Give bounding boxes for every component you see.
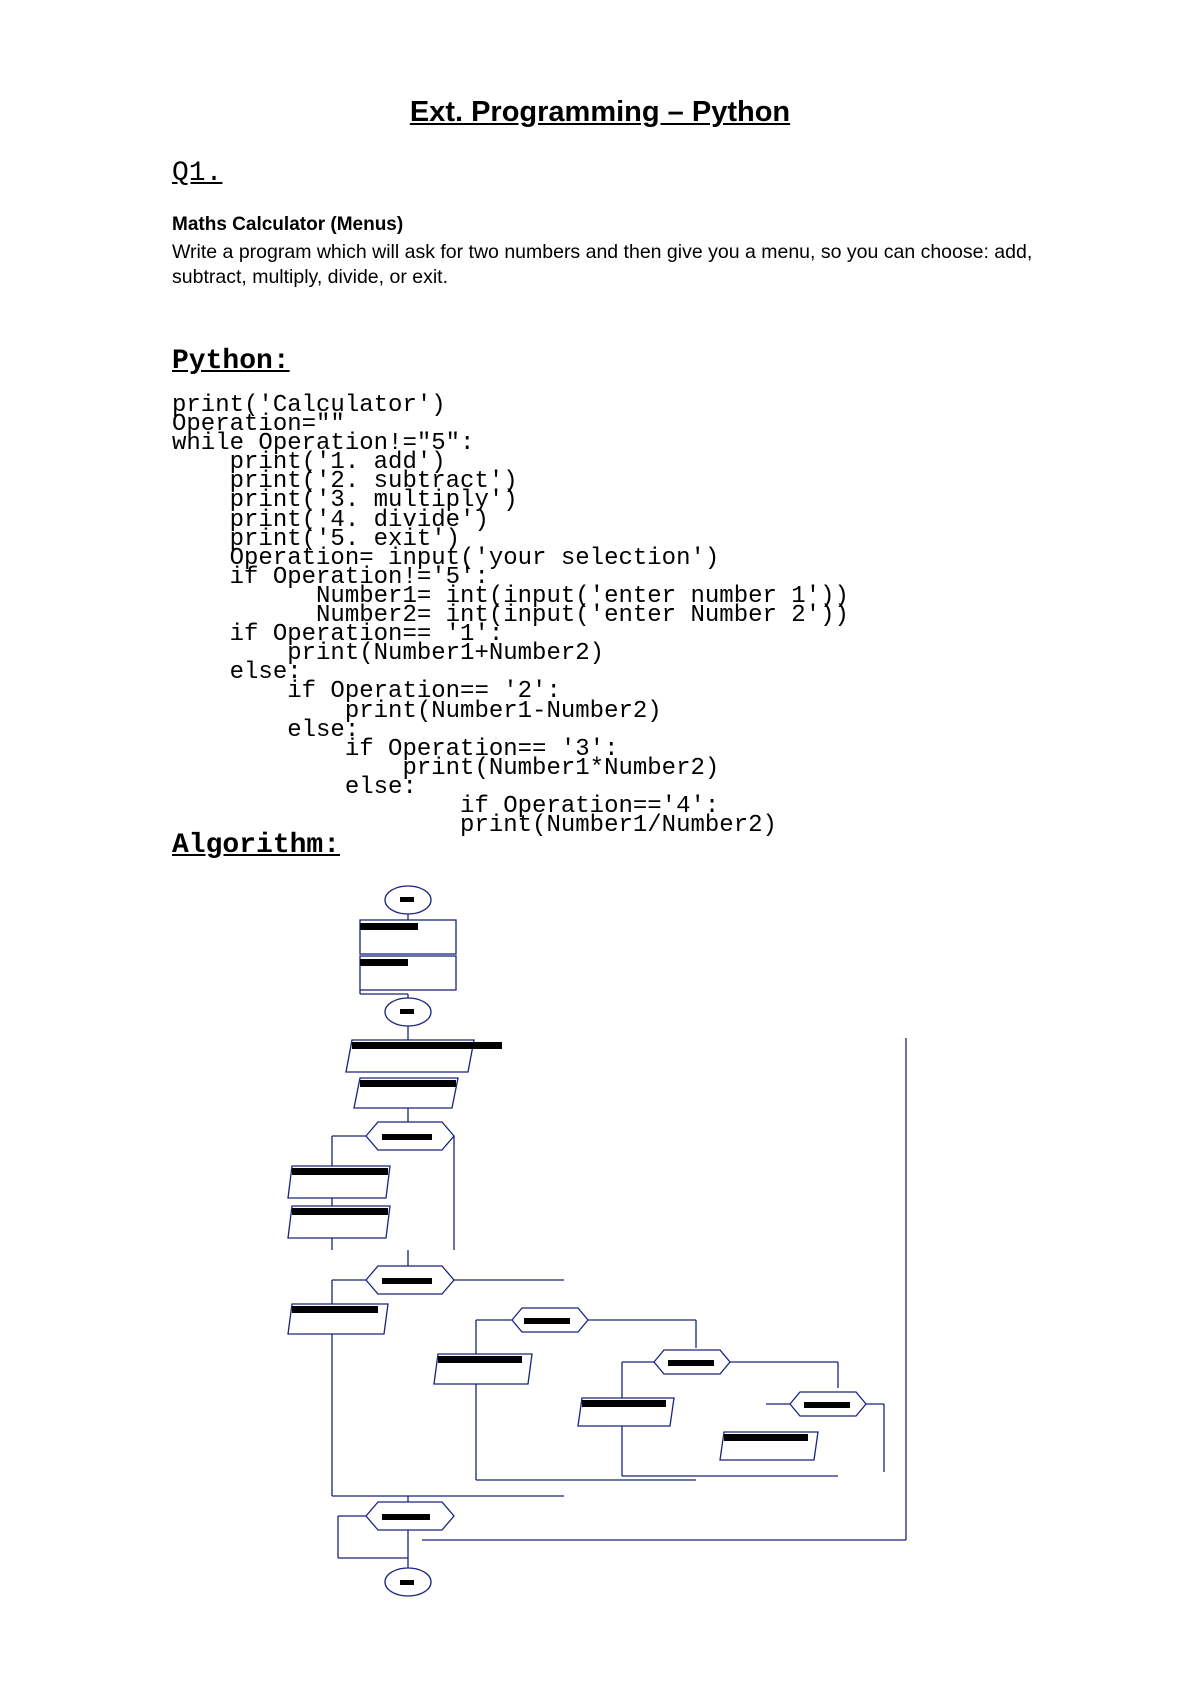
algorithm-heading: Algorithm: [172,830,341,861]
redacted-label [360,923,418,930]
code-line: else: [172,773,417,801]
code-line: if Operation=='4': [172,792,720,820]
redacted-label [292,1306,378,1313]
code-line: Number1= int(input('enter number 1')) [172,582,849,610]
redacted-label [400,1009,414,1014]
code-line: else: [172,659,302,687]
redacted-label [382,1514,430,1520]
task-description: Write a program which will ask for two numbers and then give you a menu, so you can choose: add, subtract, multiply, divide, or exit. [172,241,1033,288]
python-heading: Python: [172,346,290,377]
code-line: print('4. divide') [172,506,489,534]
python-code-block [172,392,849,840]
code-line: print('1. add') [172,449,446,477]
redacted-label [292,1168,388,1175]
code-line: while Operation!="5": [172,430,475,458]
code-line: print(Number1+Number2) [172,640,605,668]
code-line: print(Number1/Number2) [172,812,777,840]
code-line: Number2= int(input('enter Number 2')) [172,602,849,630]
redacted-label [400,1580,414,1585]
redacted-label [524,1318,570,1324]
document-title: Ext. Programming – Python [409,96,791,128]
redacted-label [724,1434,808,1441]
code-line: print('5. exit') [172,525,461,553]
code-line: if Operation!='5': [172,563,489,591]
redacted-label [382,1278,432,1284]
code-line: Operation= input('your selection') [172,544,720,572]
question-label: Q1. [172,158,223,189]
task-title: Maths Calculator (Menus) [172,214,404,235]
redacted-label [352,1042,502,1049]
redacted-label [382,1134,432,1140]
code-line: if Operation== '3': [172,735,619,763]
algorithm-flowchart [192,868,932,1628]
code-line: else: [172,716,360,744]
code-line: print('3. multiply') [172,487,518,515]
redacted-label [668,1360,714,1366]
redacted-label [360,959,408,966]
redacted-label [360,1080,456,1087]
code-line: print(Number1*Number2) [172,754,720,782]
code-line: Operation="" [172,411,345,439]
redacted-label [400,897,414,902]
code-line: if Operation== '1': [172,621,504,649]
redacted-label [438,1356,522,1363]
code-line: print(Number1-Number2) [172,697,662,725]
redacted-label [582,1400,666,1407]
code-line: print('2. subtract') [172,468,518,496]
code-line: if Operation== '2': [172,678,561,706]
code-line: print('Calculator') [172,392,446,419]
redacted-label [804,1402,850,1408]
redacted-label [292,1208,388,1215]
